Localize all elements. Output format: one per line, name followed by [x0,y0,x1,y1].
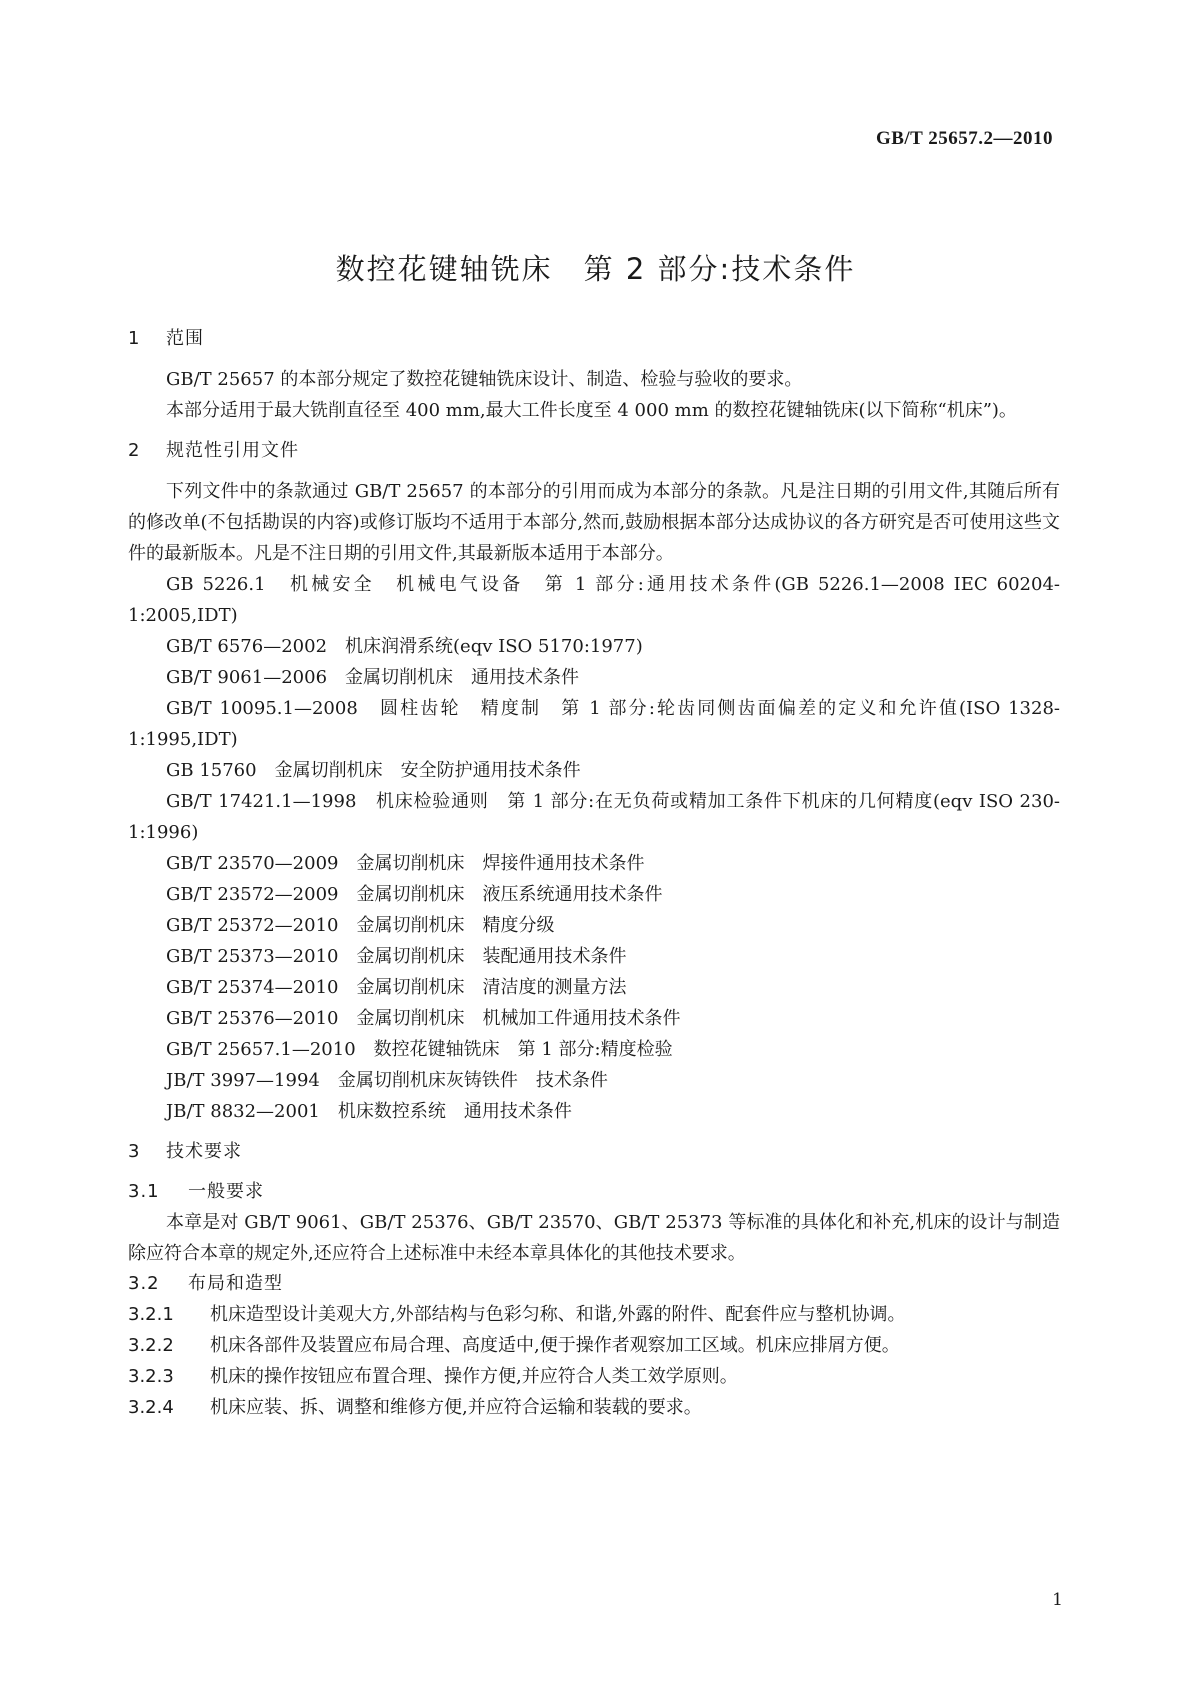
subsection-number: 3.1 [128,1181,160,1202]
clause-number: 3.2.4 [128,1397,174,1418]
section-3-heading [128,1137,1060,1167]
reference-item: JB/T 8832—2001 机床数控系统 通用技术条件 [166,1101,572,1122]
document-title: 数控花键轴铣床 第 2 部分:技术条件 [335,252,856,287]
subsection-title: 布局和造型 [188,1273,283,1294]
subsection-3-1-text: 本章是对 GB/T 9061、GB/T 25376、GB/T 23570、GB/T 25373 等标准的具体化和补充,机床的设计与制造除应符合本章的规定外,还应符合上述标准中未经本章具体化的其他技术要求。 [128,1212,1060,1264]
reference-item: GB/T 25374—2010 金属切削机床 清洁度的测量方法 [166,977,627,998]
reference-item: GB/T 6576—2002 机床润滑系统(eqv ISO 5170:1977) [166,636,643,657]
clause-text: 机床应装、拆、调整和维修方便,并应符合运输和装载的要求。 [210,1397,702,1418]
clause-number: 3.2.3 [128,1366,174,1387]
section-title: 规范性引用文件 [166,440,299,461]
section-1-paragraph: GB/T 25657 的本部分规定了数控花键轴铣床设计、制造、检验与验收的要求。 [166,369,803,390]
section-2-heading [128,436,1060,466]
document-body [128,324,1060,1423]
clause-item [128,1299,1060,1330]
clause-item [128,1361,1060,1392]
page-number: 1 [1052,1590,1063,1610]
subsection-number: 3.2 [128,1273,160,1294]
standard-code: GB/T 25657.2—2010 [875,128,1053,149]
subsection-title: 一般要求 [188,1181,264,1202]
section-2-intro: 下列文件中的条款通过 GB/T 25657 的本部分的引用而成为本部分的条款。凡是注日期的引用文件,其随后所有的修改单(不包括勘误的内容)或修订版均不适用于本部分,然而,鼓励根据本部分达成协议的各方研究是否可使用这些文件的最新版本。凡是不注日期的引用文件,其最新版本适用于本部分。 [128,481,1060,564]
clause-item [128,1392,1060,1423]
section-1-heading [128,324,1060,354]
subsection-3-1-heading [128,1177,1060,1207]
reference-item: GB/T 25376—2010 金属切削机床 机械加工件通用技术条件 [166,1008,681,1029]
section-title: 技术要求 [166,1141,242,1162]
reference-item: GB/T 23570—2009 金属切削机床 焊接件通用技术条件 [166,853,645,874]
clause-text: 机床的操作按钮应布置合理、操作方便,并应符合人类工效学原则。 [210,1366,738,1387]
clause-number: 3.2.1 [128,1304,174,1325]
reference-item: GB/T 23572—2009 金属切削机床 液压系统通用技术条件 [166,884,663,905]
section-number: 1 [128,328,141,349]
section-1-paragraph: 本部分适用于最大铣削直径至 400 mm,最大工件长度至 4 000 mm 的数控花键轴铣床(以下简称“机床”)。 [166,400,1017,421]
reference-item: GB/T 10095.1—2008 圆柱齿轮 精度制 第 1 部分:轮齿同侧齿面偏差的定义和允许值(ISO 1328-1:1995,IDT) [128,698,1060,750]
clause-text: 机床造型设计美观大方,外部结构与色彩匀称、和谐,外露的附件、配套件应与整机协调。 [210,1304,906,1325]
reference-item: JB/T 3997—1994 金属切削机床灰铸铁件 技术条件 [166,1070,608,1091]
section-title: 范围 [166,328,204,349]
reference-item: GB 15760 金属切削机床 安全防护通用技术条件 [166,760,581,781]
clause-number: 3.2.2 [128,1335,174,1356]
clause-text: 机床各部件及装置应布局合理、高度适中,便于操作者观察加工区域。机床应排屑方便。 [210,1335,900,1356]
reference-item: GB/T 9061—2006 金属切削机床 通用技术条件 [166,667,580,688]
reference-item: GB/T 17421.1—1998 机床检验通则 第 1 部分:在无负荷或精加工条件下机床的几何精度(eqv ISO 230-1:1996) [128,791,1060,843]
reference-item: GB/T 25372—2010 金属切削机床 精度分级 [166,915,555,936]
reference-item: GB 5226.1 机械安全 机械电气设备 第 1 部分:通用技术条件(GB 5226.1—2008 IEC 60204-1:2005,IDT) [128,574,1060,626]
subsection-3-2-heading [128,1269,1060,1299]
section-number: 2 [128,440,141,461]
clause-item [128,1330,1060,1361]
reference-item: GB/T 25373—2010 金属切削机床 装配通用技术条件 [166,946,627,967]
section-number: 3 [128,1141,141,1162]
reference-item: GB/T 25657.1—2010 数控花键轴铣床 第 1 部分:精度检验 [166,1039,673,1060]
